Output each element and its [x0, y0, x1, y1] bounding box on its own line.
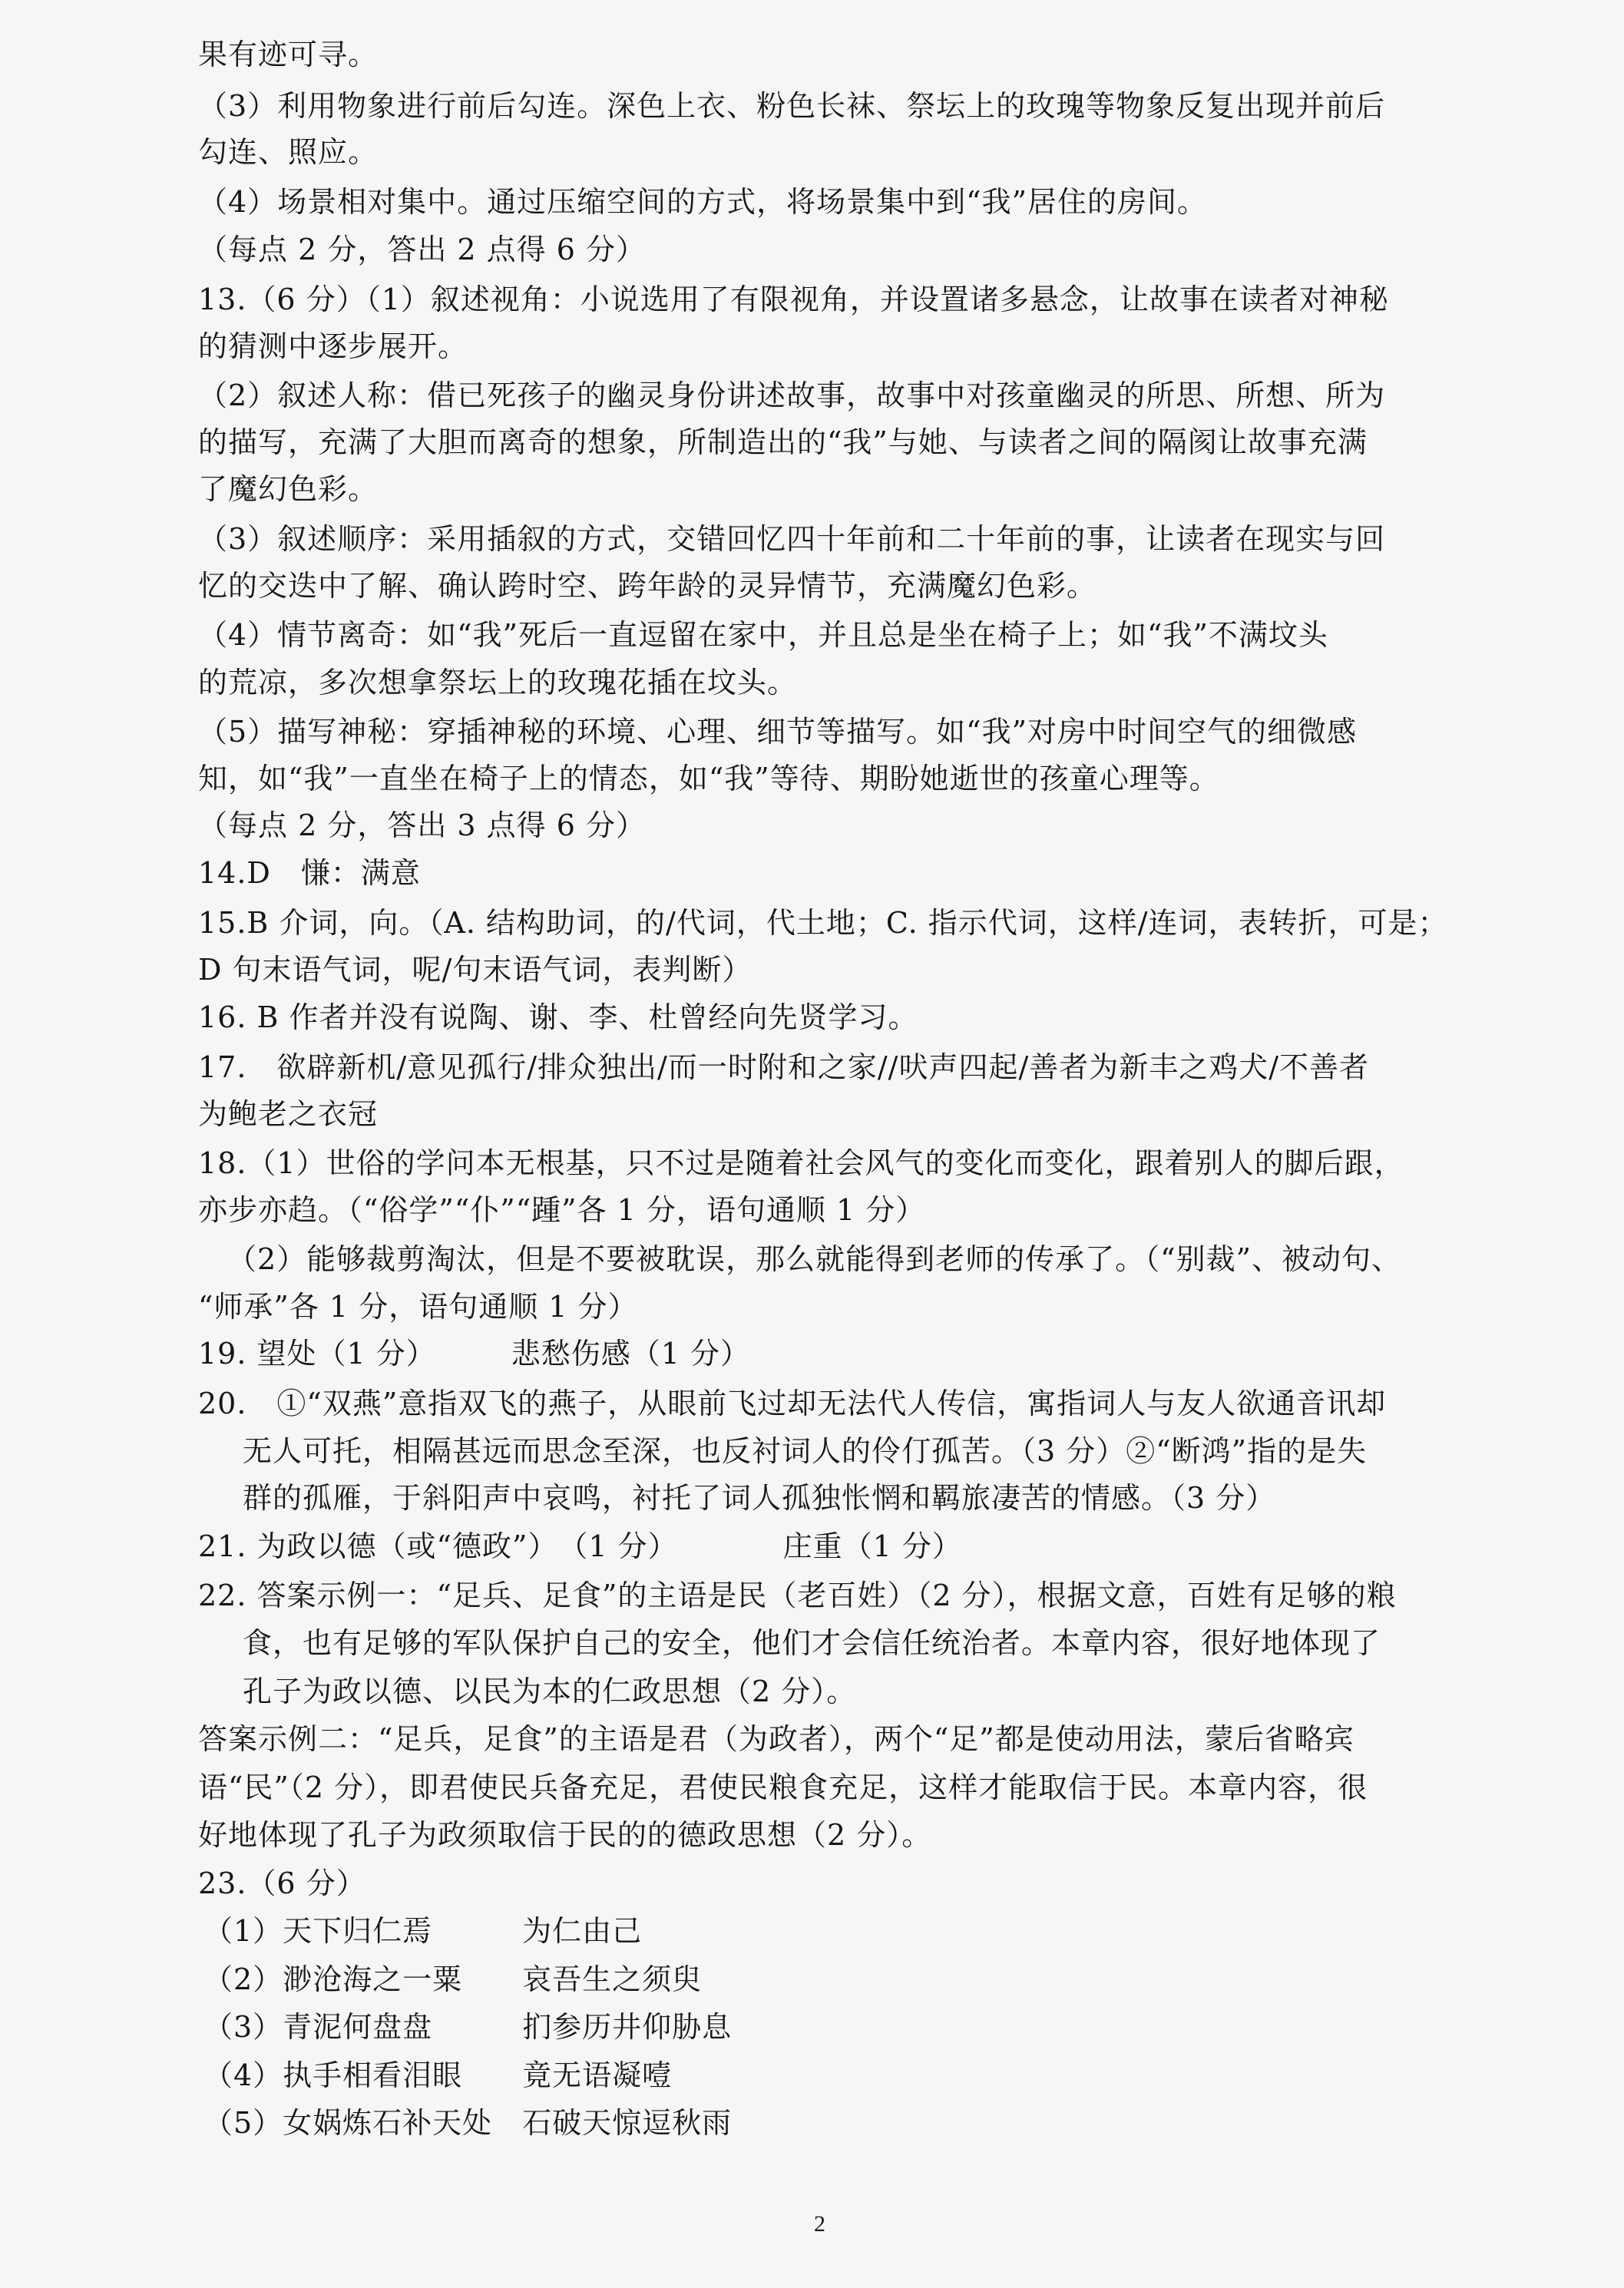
text-line: （3）利用物象进行前后勾连。深色上衣、粉色长袜、祭坛上的玫瑰等物象反复出现并前后 — [198, 89, 1386, 123]
text-line: D 句末语气词，呢/句末语气词，表判断） — [198, 953, 752, 987]
text-line: 16. B 作者并没有说陶、谢、李、杜曾经向先贤学习。 — [198, 1000, 918, 1034]
text-line: （每点 2 分，答出 2 点得 6 分） — [198, 233, 647, 266]
text-line: 19. 望处（1 分） 悲愁伤感（1 分） — [198, 1337, 751, 1370]
text-line: 17. 欲辟新机/意见孤行/排众独出/而一时附和之家//吠声四起/善者为新丰之鸡犬/不善者 — [198, 1050, 1370, 1084]
text-line: 18.（1）世俗的学问本无根基，只不过是随着社会风气的变化而变化，跟着别人的脚后跟， — [198, 1146, 1404, 1180]
text-line: 了魔幻色彩。 — [198, 472, 379, 506]
text-line: （5）描写神秘：穿插神秘的环境、心理、细节等描写。如“我”对房中时间空气的细微感 — [198, 715, 1358, 749]
text-line: 果有迹可寻。 — [198, 38, 379, 71]
text-line: 的荒凉，多次想拿祭坛上的玫瑰花插在坟头。 — [198, 666, 798, 699]
text-line: 孔子为政以德、以民为本的仁政思想（2 分）。 — [243, 1675, 857, 1708]
text-line: 21. 为政以德（或“德政”） （1 分） 庄重（1 分） — [198, 1529, 962, 1563]
text-line: 亦步亦趋。（“俗学”“仆”“踵”各 1 分，语句通顺 1 分） — [198, 1193, 926, 1227]
text-line: （2）渺沧海之一粟 哀吾生之须臾 — [203, 1962, 703, 1996]
text-line: 15.B 介词，向。（A. 结构助词，的/代词，代土地；C. 指示代词，这样/连词，表转折，可是； — [198, 906, 1448, 940]
text-line: （3）叙述顺序：采用插叙的方式，交错回忆四十年前和二十年前的事，让读者在现实与回 — [198, 522, 1386, 556]
text-line: 22. 答案示例一：“足兵、足食”的主语是民（老百姓）（2 分），根据文意，百姓有足够的粮 — [198, 1579, 1397, 1612]
text-line: 14.D 慊：满意 — [198, 856, 421, 890]
text-line: 为鲍老之衣冠 — [198, 1097, 379, 1131]
text-line: （2）能够裁剪淘汰，但是不要被耽误，那么就能得到老师的传承了。（“别裁”、被动句、 — [227, 1242, 1402, 1276]
text-line: 答案示例二：“足兵，足食”的主语是君（为政者），两个“足”都是使动用法，蒙后省略宾 — [198, 1722, 1354, 1756]
text-line: （4）执手相看泪眼 竟无语凝噎 — [203, 2058, 673, 2092]
text-line: （1）天下归仁焉 为仁由己 — [203, 1914, 643, 1948]
text-line: （4）情节离奇：如“我”死后一直逗留在家中，并且总是坐在椅子上；如“我”不满坟头 — [198, 618, 1328, 652]
text-line: 20. ①“双燕”意指双飞的燕子，从眼前飞过却无法代人传信，寓指词人与友人欲通音讯却 — [198, 1387, 1387, 1420]
page-number: 2 — [814, 2211, 825, 2237]
text-line: 语“民”（2 分），即君使民兵备充足，君使民粮食充足，这样才能取信于民。本章内容，很 — [198, 1771, 1368, 1804]
text-line: 无人可托，相隔甚远而思念至深，也反衬词人的伶仃孤苦。（3 分）②“断鸿”指的是失 — [243, 1434, 1368, 1468]
text-line: 好地体现了孔子为政须取信于民的的德政思想（2 分）。 — [198, 1818, 932, 1852]
text-line: （2）叙述人称：借已死孩子的幽灵身份讲述故事，故事中对孩童幽灵的所思、所想、所为 — [198, 379, 1386, 412]
text-line: （3）青泥何盘盘 扪参历井仰胁息 — [203, 2010, 733, 2044]
text-line: 的猜测中逐步展开。 — [198, 329, 468, 363]
text-line: 的描写，充满了大胆而离奇的想象，所制造出的“我”与她、与读者之间的隔阂让故事充满 — [198, 425, 1368, 459]
text-line: 知，如“我”一直坐在椅子上的情态，如“我”等待、期盼她逝世的孩童心理等。 — [198, 762, 1219, 795]
text-line: “师承”各 1 分，语句通顺 1 分） — [198, 1290, 638, 1324]
text-line: （5）女娲炼石补天处 石破天惊逗秋雨 — [203, 2106, 733, 2140]
text-line: 勾连、照应。 — [198, 135, 379, 169]
text-line: 忆的交迭中了解、确认跨时空、跨年龄的灵异情节，充满魔幻色彩。 — [198, 569, 1097, 603]
text-line: 群的孤雁，于斜阳声中哀鸣，衬托了词人孤独怅惘和羁旅凄苦的情感。（3 分） — [243, 1481, 1276, 1515]
text-line: （每点 2 分，答出 3 点得 6 分） — [198, 808, 647, 842]
text-line: （4）场景相对集中。通过压缩空间的方式，将场景集中到“我”居住的房间。 — [198, 185, 1208, 219]
text-line: 23.（6 分） — [198, 1866, 366, 1900]
text-line: 食，也有足够的军队保护自己的安全，他们才会信任统治者。本章内容，很好地体现了 — [243, 1626, 1381, 1660]
text-line: 13.（6 分）（1）叙述视角：小说选用了有限视角，并设置诸多悬念，让故事在读者对神秘 — [198, 283, 1389, 316]
